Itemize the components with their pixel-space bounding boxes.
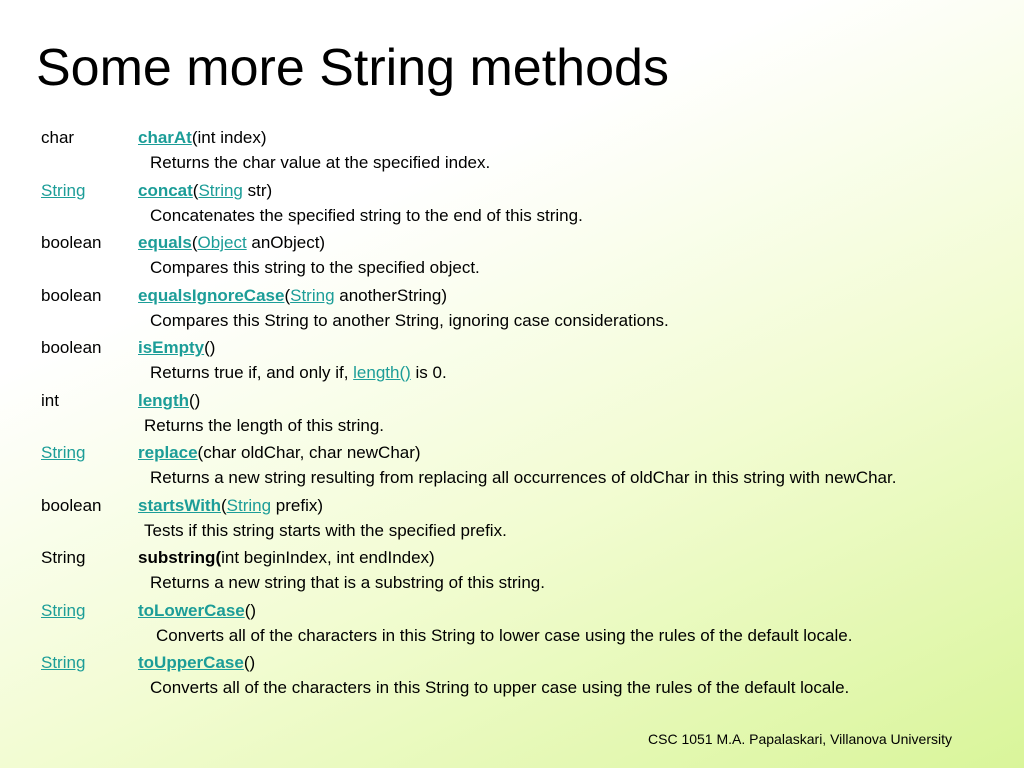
open-paren: (): [243, 653, 256, 672]
description-text: Concatenates the specified string to the end of this string.: [150, 205, 583, 225]
param-type: int: [197, 128, 216, 147]
method-name-link[interactable]: startsWith: [138, 495, 221, 515]
param-rest: prefix): [271, 495, 324, 515]
method-name-link[interactable]: concat: [138, 180, 193, 200]
method-description: [41, 413, 1024, 438]
method-signature: [138, 283, 447, 308]
method-entry: [41, 440, 1024, 493]
method-signature: [138, 125, 267, 150]
method-signature: [138, 178, 272, 203]
method-signature: [138, 650, 255, 675]
method-description: [41, 675, 1024, 700]
method-signature-row: [41, 283, 1024, 308]
description-text: Compares this String to another String, ignoring case considerations.: [150, 310, 669, 330]
method-entry: [41, 650, 1024, 703]
method-entry: [41, 388, 1024, 441]
method-signature: [138, 335, 215, 360]
method-signature: [138, 545, 435, 570]
param-rest: index): [215, 128, 267, 147]
return-type: boolean: [41, 233, 102, 252]
method-entry: [41, 493, 1024, 546]
method-description: [41, 255, 1024, 280]
open-paren: (: [191, 128, 198, 147]
return-type: int: [41, 390, 59, 410]
method-signature: [138, 440, 421, 465]
method-entry: [41, 283, 1024, 336]
method-entry: [41, 178, 1024, 231]
method-signature-row: [41, 440, 1024, 465]
slide-title: Some more String methods: [36, 39, 669, 97]
method-entry: [41, 335, 1024, 388]
method-signature: [138, 493, 323, 518]
open-paren: (: [197, 443, 204, 462]
method-entry: [41, 125, 1024, 178]
method-description: [41, 150, 1024, 175]
description-link[interactable]: length(): [353, 363, 411, 382]
method-signature: [138, 230, 325, 255]
method-signature-row: [41, 388, 1024, 413]
open-paren: (: [220, 495, 227, 515]
method-name-link[interactable]: equalsIgnoreCase: [138, 285, 285, 305]
description-text: Returns a new string that is a substring of this string.: [150, 573, 545, 592]
param-rest: anObject): [246, 233, 326, 252]
return-type: String: [41, 548, 86, 567]
description-text: Returns the char value at the specified index.: [150, 153, 491, 172]
method-description: [41, 518, 1024, 543]
method-name-link[interactable]: toLowerCase: [138, 600, 245, 620]
return-type-link[interactable]: String: [41, 653, 86, 672]
method-signature-row: [41, 230, 1024, 255]
open-paren: (: [192, 180, 199, 200]
open-paren: (): [244, 600, 257, 620]
method-name-link[interactable]: equals: [138, 233, 192, 252]
method-signature-row: [41, 650, 1024, 675]
method-signature-row: [41, 178, 1024, 203]
return-type-link[interactable]: String: [41, 443, 86, 462]
return-type: boolean: [41, 495, 102, 515]
method-signature: [138, 388, 200, 413]
return-type: boolean: [41, 338, 102, 357]
slide-footer: CSC 1051 M.A. Papalaskari, Villanova University: [648, 731, 952, 747]
method-signature: [138, 598, 256, 623]
method-description: [41, 360, 1024, 385]
method-list: [41, 125, 1024, 703]
description-text: Returns the length of this string.: [144, 415, 385, 435]
param-type: int: [221, 548, 240, 567]
param-type-link[interactable]: String: [226, 495, 272, 515]
description-text: Tests if this string starts with the specified prefix.: [144, 520, 507, 540]
return-type: boolean: [41, 285, 102, 305]
return-type: char: [41, 128, 75, 147]
method-signature-row: [41, 545, 1024, 570]
description-text: Converts all of the characters in this String to lower case using the rules of the default locale.: [156, 625, 853, 645]
method-name-link[interactable]: replace: [138, 443, 198, 462]
param-type: char: [203, 443, 237, 462]
description-text: Compares this string to the specified object.: [150, 258, 480, 277]
open-paren: (): [204, 338, 216, 357]
description-text: Returns a new string resulting from replacing all occurrences of oldChar in this string with newChar.: [150, 468, 897, 487]
method-entry: [41, 598, 1024, 651]
param-type-link[interactable]: String: [290, 285, 335, 305]
method-name-link[interactable]: charAt: [138, 128, 192, 147]
open-paren: (: [191, 233, 198, 252]
method-signature-row: [41, 598, 1024, 623]
open-paren: (): [189, 390, 201, 410]
param-rest: beginIndex, int endIndex): [239, 548, 435, 567]
method-signature-row: [41, 493, 1024, 518]
param-rest: str): [242, 180, 273, 200]
method-signature-row: [41, 125, 1024, 150]
param-rest: anotherString): [334, 285, 447, 305]
param-type-link[interactable]: String: [198, 180, 243, 200]
method-name: substring(: [138, 548, 222, 567]
method-signature-row: [41, 335, 1024, 360]
method-name-link[interactable]: isEmpty: [138, 338, 205, 357]
description-text: Converts all of the characters in this String to upper case using the rules of the default locale.: [150, 678, 850, 697]
method-entry: [41, 230, 1024, 283]
description-text: Returns true if, and only if,: [150, 363, 354, 382]
method-name-link[interactable]: length: [138, 390, 189, 410]
open-paren: (: [284, 285, 291, 305]
param-rest: oldChar, char newChar): [236, 443, 421, 462]
description-text-end: is 0.: [410, 363, 447, 382]
method-description: [41, 570, 1024, 595]
method-description: [41, 203, 1024, 228]
method-entry: [41, 545, 1024, 598]
method-name-link[interactable]: toUpperCase: [138, 653, 244, 672]
method-description: [41, 623, 1024, 648]
param-type-link[interactable]: Object: [197, 233, 247, 252]
method-description: [41, 465, 1024, 490]
method-description: [41, 308, 1024, 333]
return-type-link[interactable]: String: [41, 600, 86, 620]
return-type-link[interactable]: String: [41, 180, 86, 200]
